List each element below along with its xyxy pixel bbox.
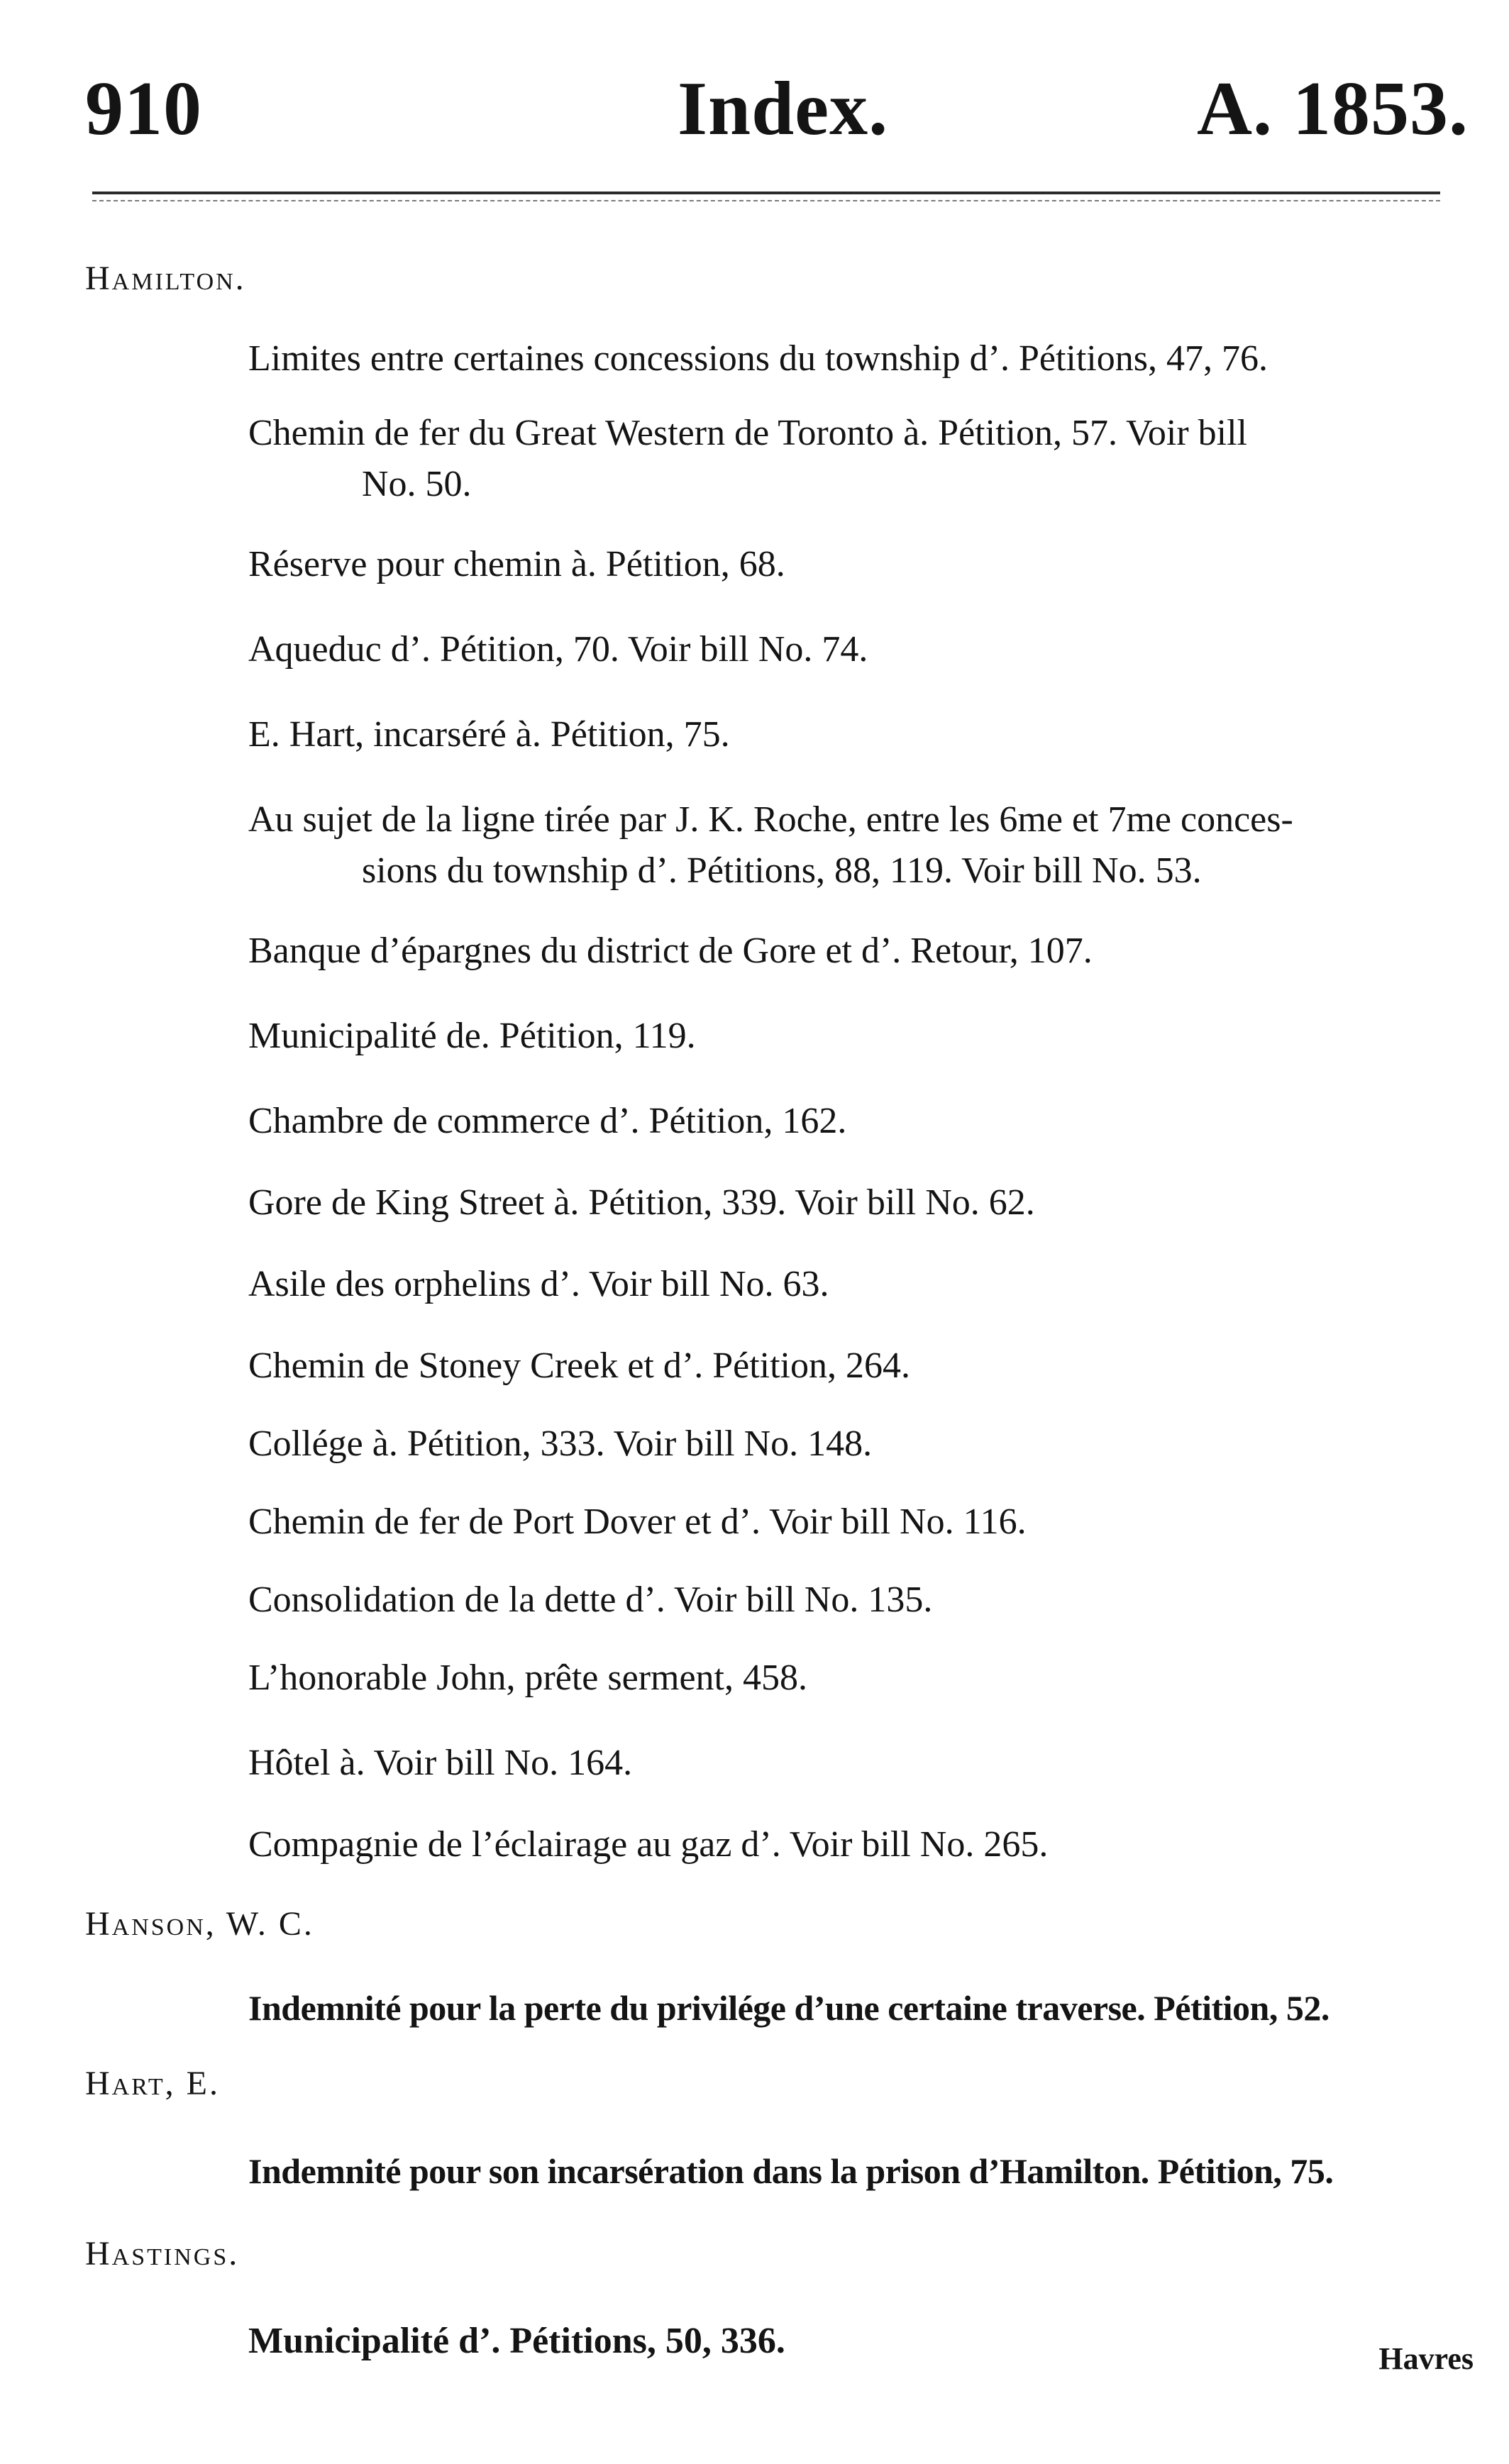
index-entry	[248, 1575, 1469, 1626]
index-entry	[248, 1341, 1469, 1392]
index-entry	[248, 1259, 1469, 1310]
index-entry	[248, 1982, 1469, 2033]
index-entry	[248, 1419, 1469, 1470]
index-entry	[248, 1177, 1469, 1228]
entry-text: Limites entre certaines concessions du township d’. Pétitions, 47, 76.	[248, 338, 1268, 379]
entry-text: Municipalité de. Pétition, 119.	[248, 1016, 696, 1056]
index-entry	[248, 1011, 1469, 1062]
entry-text: Aqueduc d’. Pétition, 70. Voir bill No. 74.	[248, 629, 868, 670]
index-entry	[248, 624, 1469, 675]
index-entry	[248, 1653, 1469, 1704]
year-label: A. 1853.	[1197, 67, 1469, 151]
entry-text-continued: sions du township d’. Pétitions, 88, 119. Voir bill No. 53.	[362, 850, 1202, 891]
entry-text: Asile des orphelins d’. Voir bill No. 63.	[248, 1264, 829, 1304]
index-entry	[248, 2146, 1469, 2197]
index-entry	[248, 1497, 1469, 1548]
index-entry	[248, 1096, 1469, 1147]
index-entry	[248, 333, 1469, 384]
index-entry	[248, 709, 1469, 760]
entry-text: E. Hart, incarséré à. Pétition, 75.	[248, 714, 730, 755]
page-title: Index.	[678, 67, 889, 151]
entry-text: Municipalité d’. Pétitions, 50, 336.	[248, 2321, 785, 2361]
index-entry	[248, 794, 1469, 897]
entry-text: Gore de King Street à. Pétition, 339. Voir bill No. 62.	[248, 1182, 1035, 1223]
page-number: 910	[85, 67, 202, 151]
entry-text: Collége à. Pétition, 333. Voir bill No. 148.	[248, 1424, 873, 1464]
entry-text: Chemin de fer de Port Dover et d’. Voir bill No. 116.	[248, 1502, 1027, 1542]
index-entry	[248, 2316, 1469, 2367]
entry-text: Indemnité pour la perte du privilége d’une certaine traverse. Pétition, 52.	[248, 1988, 1330, 2028]
page-header	[85, 67, 1469, 170]
entry-text: Chemin de fer du Great Western de Toronto à. Pétition, 57. Voir bill	[248, 413, 1247, 453]
header-rule-secondary	[92, 200, 1440, 201]
index-entry	[248, 926, 1469, 977]
entry-text: Indemnité pour son incarsération dans la prison d’Hamilton. Pétition, 75.	[248, 2151, 1334, 2191]
index-entry	[248, 1819, 1469, 1870]
entry-text: Banque d’épargnes du district de Gore et d’. Retour, 107.	[248, 931, 1093, 971]
header-rule	[92, 192, 1440, 194]
entry-text: Au sujet de la ligne tirée par J. K. Roche, entre les 6me et 7me conces-	[248, 799, 1293, 840]
index-entry	[248, 539, 1469, 590]
entry-text: Compagnie de l’éclairage au gaz d’. Voir bill No. 265.	[248, 1824, 1049, 1865]
entry-text: Chambre de commerce d’. Pétition, 162.	[248, 1101, 847, 1141]
entry-text: Chemin de Stoney Creek et d’. Pétition, 264.	[248, 1345, 910, 1386]
index-entry	[248, 1738, 1469, 1789]
headword-hamilton: Hamilton.	[85, 260, 246, 297]
catchword: Havres	[1378, 2341, 1474, 2376]
headword-hastings: Hastings.	[85, 2235, 240, 2272]
headword-hanson: Hanson, W. C.	[85, 1905, 314, 1943]
entry-text: L’honorable John, prête serment, 458.	[248, 1658, 807, 1698]
entry-text: Hôtel à. Voir bill No. 164.	[248, 1743, 633, 1783]
headword-hart: Hart, E.	[85, 2065, 220, 2102]
index-entry	[248, 408, 1469, 510]
entry-text: Consolidation de la dette d’. Voir bill No. 135.	[248, 1580, 933, 1620]
entry-text: Réserve pour chemin à. Pétition, 68.	[248, 544, 785, 584]
entry-text-continued: No. 50.	[362, 464, 472, 504]
